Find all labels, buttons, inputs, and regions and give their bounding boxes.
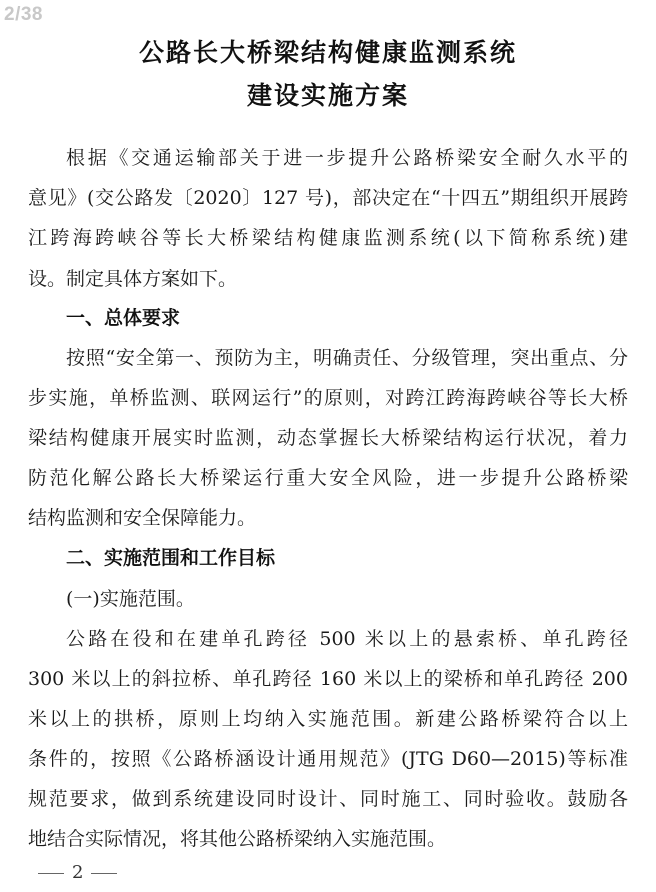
page-number-value: 2 bbox=[72, 862, 84, 883]
section-1-line-1: 按照“安全第一、预防为主，明确责任、分级管理，突出重点、分 bbox=[66, 347, 628, 369]
intro-line-2: 意见》(交公路发〔2020〕127 号)，部决定在“十四五”期组织开展跨 bbox=[28, 187, 628, 209]
section-2-line-4: 条件的，按照《公路桥涵设计通用规范》(JTG D60—2015)等标准 bbox=[28, 748, 628, 770]
section-1-line-2: 步实施，单桥监测、联网运行”的原则，对跨江跨海跨峡谷等长大桥 bbox=[28, 387, 628, 409]
section-2-line-2: 300 米以上的斜拉桥、单孔跨径 160 米以上的梁桥和单孔跨径 200 bbox=[28, 668, 628, 690]
page-number-dash-left bbox=[38, 873, 64, 874]
section-1-line-3: 梁结构健康开展实时监测，动态掌握长大桥梁结构运行状况，着力 bbox=[28, 427, 628, 449]
page-number bbox=[30, 862, 125, 883]
intro-line-4: 设。制定具体方案如下。 bbox=[28, 268, 238, 290]
section-2-line-1: 公路在役和在建单孔跨径 500 米以上的悬索桥、单孔跨径 bbox=[66, 628, 628, 650]
document-title-line-1: 公路长大桥梁结构健康监测系统 bbox=[138, 38, 517, 67]
section-1-line-5: 结构监测和安全保障能力。 bbox=[28, 507, 257, 529]
document-title-line-2: 建设实施方案 bbox=[246, 81, 409, 110]
section-2-heading: 二、实施范围和工作目标 bbox=[66, 547, 276, 569]
intro-line-3: 江跨海跨峡谷等长大桥梁结构健康监测系统(以下简称系统)建 bbox=[28, 227, 628, 249]
section-1-heading: 一、总体要求 bbox=[66, 307, 181, 329]
section-2-line-6: 地结合实际情况，将其他公路桥梁纳入实施范围。 bbox=[28, 828, 447, 850]
section-2-line-3: 米以上的拱桥，原则上均纳入实施范围。新建公路桥梁符合以上 bbox=[28, 708, 628, 730]
section-2-subheading: (一)实施范围。 bbox=[66, 588, 195, 610]
section-2-line-5: 规范要求，做到系统建设同时设计、同时施工、同时验收。鼓励各 bbox=[28, 788, 628, 810]
section-1-line-4: 防范化解公路长大桥梁运行重大安全风险，进一步提升公路桥梁 bbox=[28, 467, 628, 489]
intro-line-1: 根据《交通运输部关于进一步提升公路桥梁安全耐久水平的 bbox=[66, 147, 628, 169]
page-number-dash-right bbox=[91, 873, 117, 874]
page-indicator: 2/38 bbox=[4, 4, 43, 25]
